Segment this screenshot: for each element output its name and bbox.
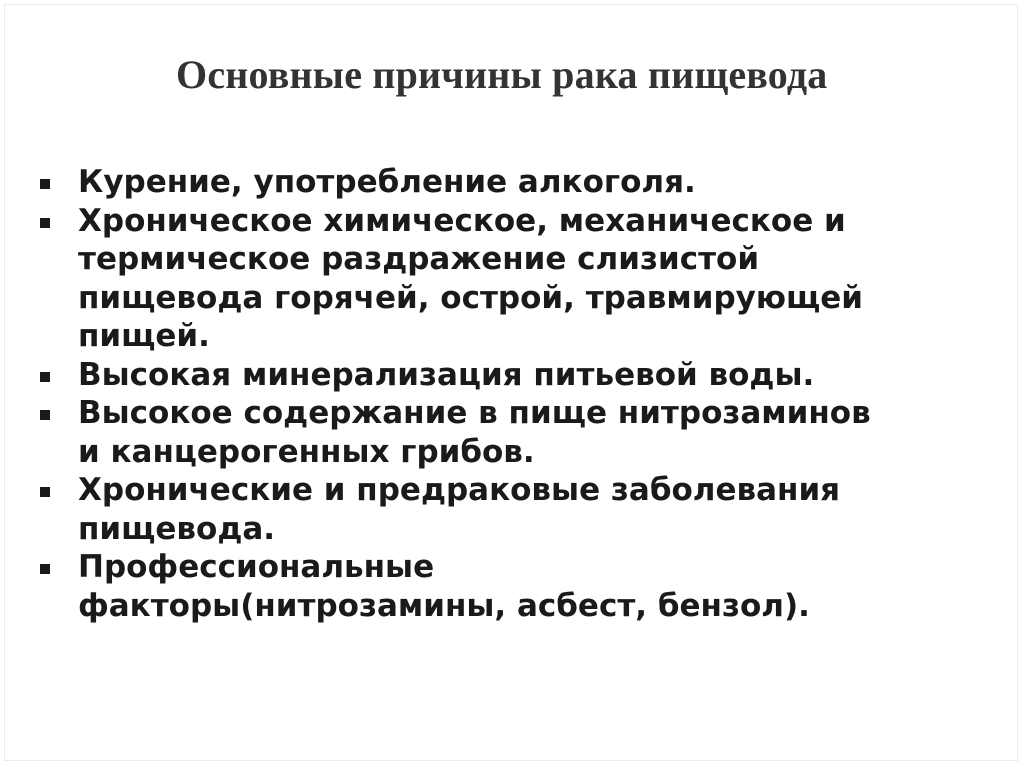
- slide-title: Основные причины рака пищевода: [176, 52, 828, 97]
- square-bullet-icon: [40, 372, 50, 382]
- bullet-item-irritation: [36, 202, 996, 356]
- square-bullet-icon: [40, 218, 50, 228]
- bullet-list: [36, 163, 996, 625]
- bullet-text: Профессиональные факторы(нитрозамины, асбест, бензол).: [78, 549, 810, 624]
- bullet-item-water: [36, 356, 996, 395]
- bullet-text: Хронические и предраковые заболевания пищевода.: [78, 472, 841, 547]
- square-bullet-icon: [40, 487, 50, 497]
- bullet-text: Высокая минерализация питьевой воды.: [78, 356, 815, 393]
- bullet-item-occupational: [36, 548, 996, 625]
- bullet-item-smoking: [36, 163, 996, 202]
- bullet-item-nitrosamines: [36, 394, 996, 471]
- bullet-text: Курение, употребление алкоголя.: [78, 164, 696, 200]
- square-bullet-icon: [40, 410, 50, 420]
- square-bullet-icon: [40, 179, 50, 189]
- bullet-item-chronic-diseases: [36, 471, 996, 548]
- bullet-text: Хроническое химическое, механическое и термическое раздражение слизистой пищевода горячей, острой, травмирующей пищей.: [78, 202, 864, 354]
- square-bullet-icon: [40, 564, 50, 574]
- bullet-text: Высокое содержание в пище нитрозаминов и канцерогенных грибов.: [78, 395, 871, 470]
